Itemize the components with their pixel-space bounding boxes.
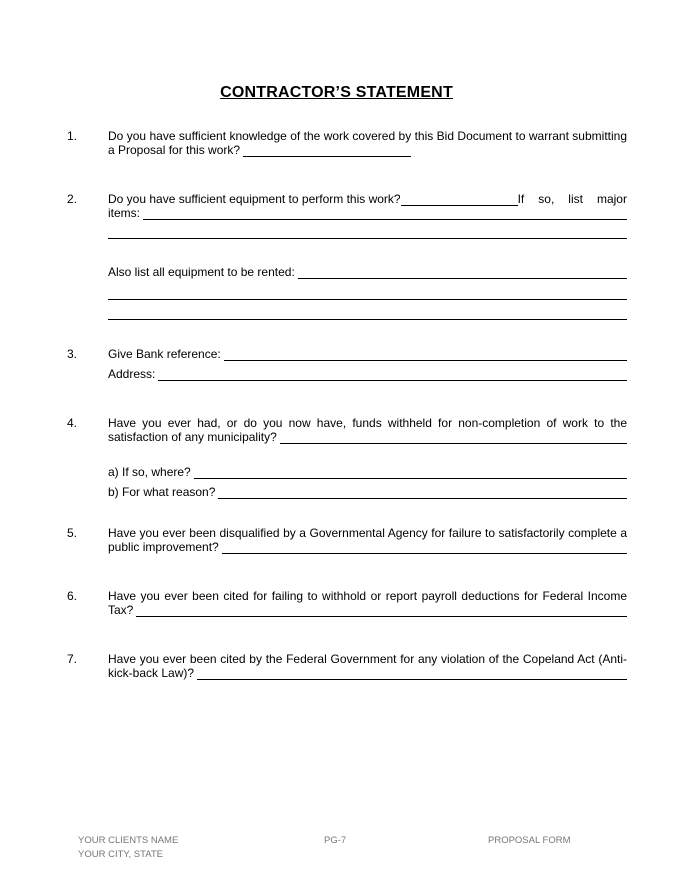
question-3-bank-row [108,347,627,361]
question-6-text: Have you ever been cited for failing to withhold or report payroll deductions for Federal Income [108,589,627,603]
question-2-rented-row [108,265,627,279]
question-6-number: 6. [67,589,78,603]
question-2-if: If [517,192,525,206]
question-5-answer-row [108,540,627,554]
question-2-rented-field-2[interactable] [108,299,627,300]
question-7-number: 7. [67,652,78,666]
question-7-text-2: kick-back Law)? [108,666,195,680]
question-2-row-1 [108,192,627,206]
footer-form-name: PROPOSAL FORM [488,835,571,846]
question-2-text: Do you have sufficient equipment to perform this work? [108,192,401,206]
footer-client-name: YOUR CLIENTS NAME [78,835,179,846]
question-3-address-field[interactable] [158,368,627,381]
question-2-major: major [596,192,627,206]
question-1-text: Do you have sufficient knowledge of the work covered by this Bid Document to warrant submitting [108,129,627,143]
footer-city-state: YOUR CITY, STATE [78,849,163,860]
question-4a-field[interactable] [194,466,627,479]
question-4-number: 4. [67,416,78,430]
question-5-text-2: public improvement? [108,540,219,554]
question-5-number: 5. [67,526,78,540]
question-2-number: 2. [67,192,78,206]
question-2-list: list [568,192,583,206]
question-4a-row [108,465,627,479]
question-5-text: Have you ever been disqualified by a Governmental Agency for failure to satisfactorily complete a [108,526,627,540]
question-2-items-row [108,206,627,220]
question-1-answer-row [108,143,411,157]
question-7-answer-row [108,666,627,680]
question-5-answer-field[interactable] [222,541,627,554]
question-1-text-2: a Proposal for this work? [108,143,241,157]
question-2-rented-label: Also list all equipment to be rented: [108,265,295,279]
question-2-rented-field-3[interactable] [108,319,627,320]
question-3-address-label: Address: [108,367,156,381]
question-2-so: so, [538,192,555,206]
question-2-rented-field[interactable] [298,266,627,279]
question-6-text-2: Tax? [108,603,134,617]
page-title: CONTRACTOR’S STATEMENT [220,84,453,101]
question-4b-field[interactable] [218,486,627,499]
question-1-answer-field[interactable] [243,144,411,157]
question-2-items-field[interactable] [143,207,627,220]
question-4-text: Have you ever had, or do you now have, funds withheld for non-completion of work to the [108,416,627,430]
question-2-items-field-2[interactable] [108,238,627,239]
question-4b-row [108,485,627,499]
question-2-equipment-answer-field[interactable] [401,193,518,206]
question-7-text: Have you ever been cited by the Federal Government for any violation of the Copeland Act (Anti- [108,652,627,666]
question-3-number: 3. [67,347,78,361]
question-4b-label: b) For what reason? [108,485,216,499]
question-4a-label: a) If so, where? [108,465,191,479]
question-2-items-label: items: [108,206,141,220]
question-4-text-2: satisfaction of any municipality? [108,430,277,444]
question-3-address-row [108,367,627,381]
question-6-answer-field[interactable] [136,604,627,617]
question-7-answer-field[interactable] [197,667,627,680]
footer-page-number: PG-7 [324,835,347,846]
question-6-answer-row [108,603,627,617]
question-4-answer-row [108,430,627,444]
question-3-bank-label: Give Bank reference: [108,347,221,361]
question-4-answer-field[interactable] [280,431,627,444]
question-3-bank-field[interactable] [224,348,627,361]
question-1-number: 1. [67,129,78,143]
